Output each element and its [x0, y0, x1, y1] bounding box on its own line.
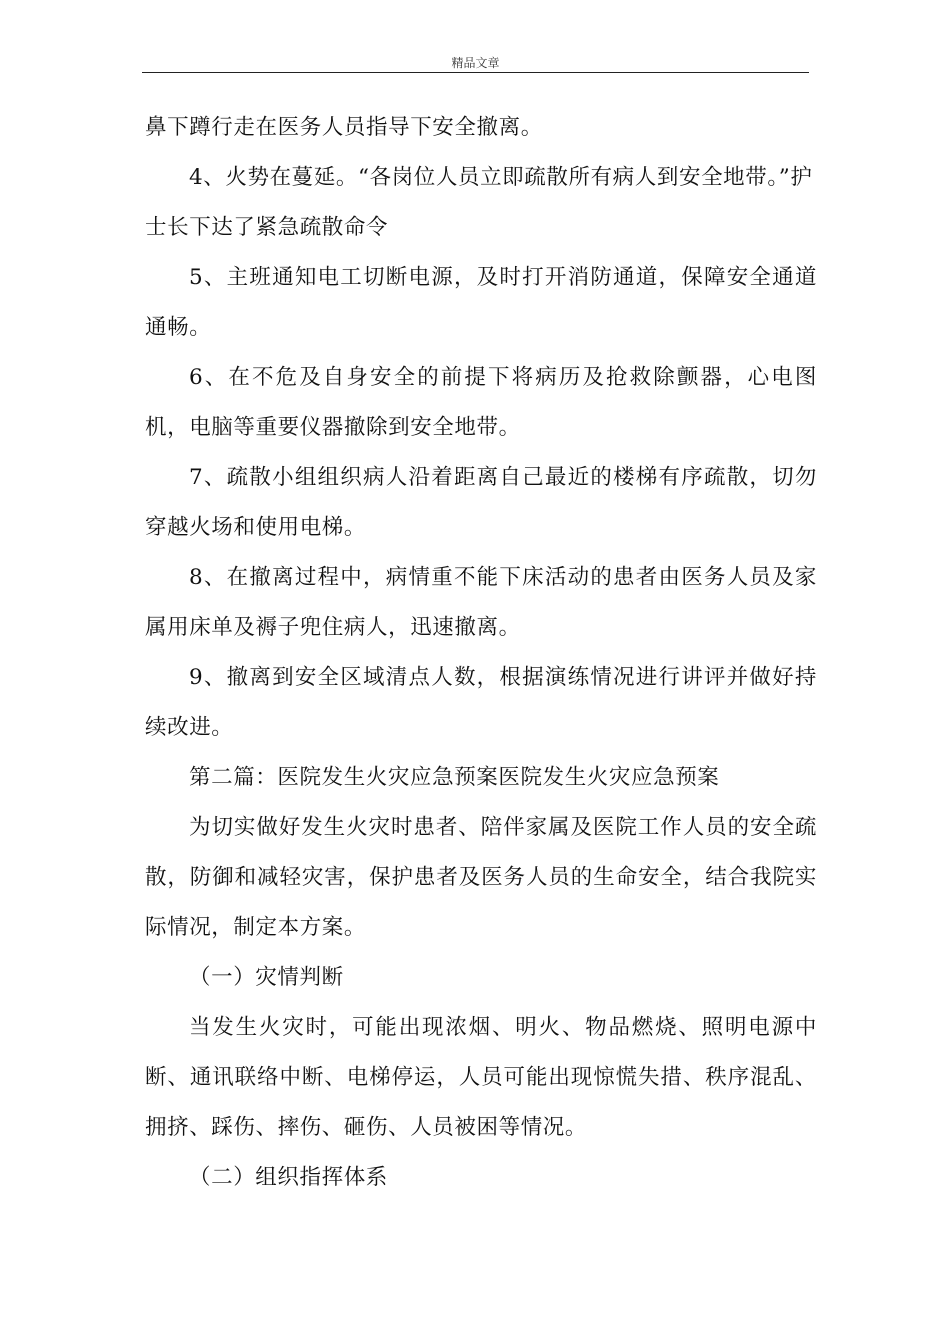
paragraph-step-4: 4、火势在蔓延。“各岗位人员立即疏散所有病人到安全地带。”护士长下达了紧急疏散命令	[145, 165, 813, 240]
heading-disaster-assessment: （一）灾情判断	[189, 965, 344, 990]
page-header	[142, 56, 809, 74]
paragraph-continuation: 鼻下蹲行走在医务人员指导下安全撤离。	[145, 115, 543, 140]
paragraph-step-7: 7、疏散小组组织病人沿着距离自己最近的楼梯有序疏散，切勿穿越火场和使用电梯。	[145, 465, 817, 540]
heading-command-system: （二）组织指挥体系	[189, 1165, 388, 1190]
header-rule	[142, 72, 809, 73]
paragraph-step-8: 8、在撤离过程中，病情重不能下床活动的患者由医务人员及家属用床单及褥子兜住病人，迅速撤离。	[145, 565, 817, 640]
paragraph-step-6: 6、在不危及自身安全的前提下将病历及抢救除颤器，心电图机，电脑等重要仪器撤除到安全地带。	[145, 365, 817, 440]
document-body	[145, 103, 817, 1203]
paragraph-assessment-detail: 当发生火灾时，可能出现浓烟、明火、物品燃烧、照明电源中断、通讯联络中断、电梯停运，人员可能出现惊慌失措、秩序混乱、拥挤、踩伤、摔伤、砸伤、人员被困等情况。	[145, 1015, 817, 1140]
section-title-part-two: 第二篇：医院发生火灾应急预案医院发生火灾应急预案	[189, 765, 720, 790]
paragraph-step-9: 9、撤离到安全区域清点人数，根据演练情况进行讲评并做好持续改进。	[145, 665, 817, 740]
paragraph-step-5: 5、主班通知电工切断电源，及时打开消防通道，保障安全通道通畅。	[145, 265, 817, 340]
header-text: 精品文章	[451, 56, 500, 70]
paragraph-purpose: 为切实做好发生火灾时患者、陪伴家属及医院工作人员的安全疏散，防御和减轻灾害，保护患者及医务人员的生命安全，结合我院实际情况，制定本方案。	[145, 815, 817, 940]
